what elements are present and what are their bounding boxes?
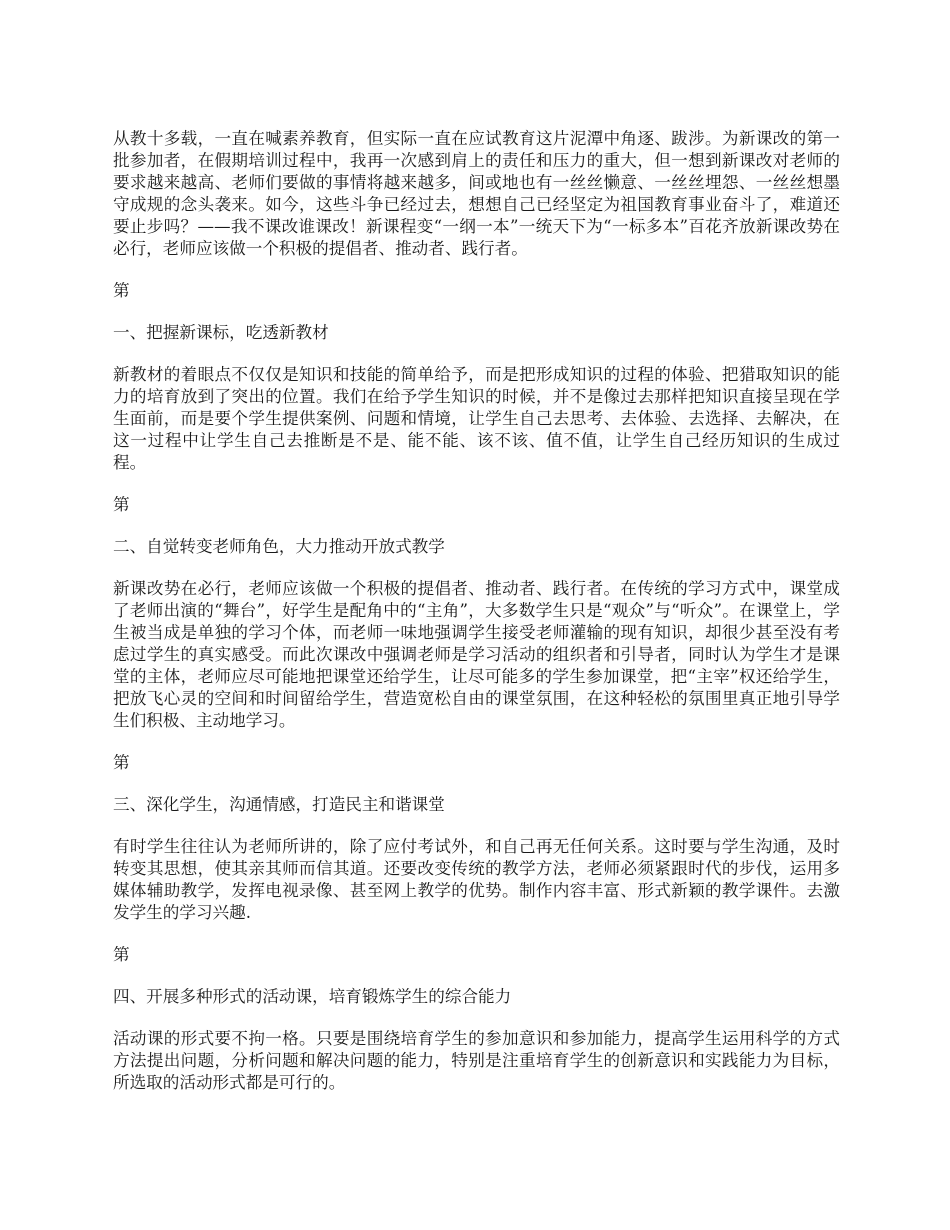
section-heading: 二、自觉转变老师角色，大力推动开放式教学 xyxy=(113,537,445,556)
section-marker: 第 xyxy=(113,495,130,514)
section-body: 有时学生往往认为老师所讲的，除了应付考试外，和自己再无任何关系。这时要与学生沟通，及时转变其思想，使其亲其师而信其道。还要改变传统的教学方法，老师必须紧跟时代的步伐，运用多媒体辅助教学，发挥电视录像、甚至网上教学的优势。制作内容丰富、形式新颖的教学课件。去激发学生的学习兴趣. xyxy=(113,837,840,922)
section-2 xyxy=(113,494,840,732)
section-heading: 四、开展多种形式的活动课，培育锻炼学生的综合能力 xyxy=(113,987,512,1006)
document-page xyxy=(113,128,840,1114)
section-4 xyxy=(113,944,840,1094)
intro-paragraph: 从教十多载，一直在喊素养教育，但实际一直在应试教育这片泥潭中角逐、跋涉。为新课改的第一批参加者，在假期培训过程中，我再一次感到肩上的责任和压力的重大，但一想到新课改对老师的要求越来越高、老师们要做的事情将越来越多，间或地也有一丝丝懒意、一丝丝埋怨、一丝丝想墨守成规的念头袭来。如今，这些斗争已经过去，想想自己已经坚定为祖国教育事业奋斗了，难道还要止步吗？——我不课改谁课改！新课程变“一纲一本”一统天下为“一标多本”百花齐放新课改势在必行，老师应该做一个积极的提倡者、推动者、践行者。 xyxy=(113,129,840,258)
section-body: 活动课的形式要不拘一格。只要是围绕培育学生的参加意识和参加能力，提高学生运用科学的方式方法提出问题，分析问题和解决问题的能力，特别是注重培育学生的创新意识和实践能力为目标，所选取的活动形式都是可行的。 xyxy=(113,1029,840,1092)
section-marker: 第 xyxy=(113,281,130,300)
section-body: 新课改势在必行，老师应该做一个积极的提倡者、推动者、践行者。在传统的学习方式中，课堂成了老师出演的“舞台”，好学生是配角中的“主角”，大多数学生只是“观众”与“听众”。在课堂上，学生被当成是单独的学习个体，而老师一味地强调学生接受老师灌输的现有知识，却很少甚至没有考虑过学生的真实感受。而此次课改中强调老师是学习活动的组织者和引导者，同时认为学生才是课堂的主体，老师应尽可能地把课堂还给学生，让尽可能多的学生参加课堂，把“主宰”权还给学生，把放飞心灵的空间和时间留给学生，营造宽松自由的课堂氛围，在这种轻松的氛围里真正地引导学生们积极、主动地学习。 xyxy=(113,579,840,730)
section-marker: 第 xyxy=(113,945,130,964)
section-heading: 三、深化学生，沟通情感，打造民主和谐课堂 xyxy=(113,795,445,814)
section-marker: 第 xyxy=(113,753,130,772)
section-1 xyxy=(113,280,840,474)
section-body: 新教材的着眼点不仅仅是知识和技能的简单给予，而是把形成知识的过程的体验、把猎取知识的能力的培育放到了突出的位置。我们在给予学生知识的时候，并不是像过去那样把知识直接呈现在学生面前，而是要个学生提供案例、问题和情境，让学生自己去思考、去体验、去选择、去解决，在这一过程中让学生自己去推断是不是、能不能、该不该、值不值，让学生自己经历知识的生成过程。 xyxy=(113,365,840,472)
section-heading: 一、把握新课标，吃透新教材 xyxy=(113,323,329,342)
section-3 xyxy=(113,752,840,924)
